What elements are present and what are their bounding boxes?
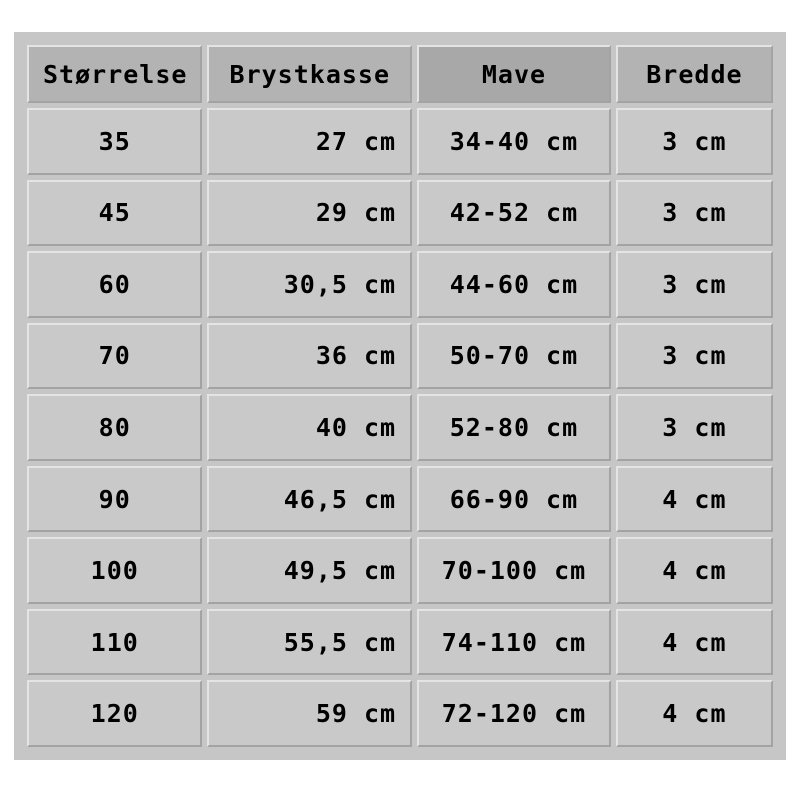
cell-size: 70 bbox=[27, 323, 202, 390]
table-row bbox=[27, 180, 773, 247]
table-row bbox=[27, 680, 773, 747]
cell-belly: 50-70 cm bbox=[417, 323, 611, 390]
cell-belly: 42-52 cm bbox=[417, 180, 611, 247]
table-header bbox=[27, 45, 773, 103]
cell-width: 3 cm bbox=[616, 323, 773, 390]
cell-belly: 34-40 cm bbox=[417, 108, 611, 175]
cell-chest: 46,5 cm bbox=[207, 466, 412, 533]
cell-chest: 49,5 cm bbox=[207, 537, 412, 604]
cell-width: 3 cm bbox=[616, 251, 773, 318]
cell-chest: 29 cm bbox=[207, 180, 412, 247]
column-header-chest: Brystkasse bbox=[207, 45, 412, 103]
cell-size: 120 bbox=[27, 680, 202, 747]
table-row bbox=[27, 609, 773, 676]
table-row bbox=[27, 108, 773, 175]
cell-size: 60 bbox=[27, 251, 202, 318]
cell-size: 90 bbox=[27, 466, 202, 533]
cell-chest: 59 cm bbox=[207, 680, 412, 747]
cell-size: 80 bbox=[27, 394, 202, 461]
cell-width: 3 cm bbox=[616, 394, 773, 461]
cell-width: 3 cm bbox=[616, 180, 773, 247]
cell-size: 35 bbox=[27, 108, 202, 175]
table-row bbox=[27, 466, 773, 533]
cell-belly: 44-60 cm bbox=[417, 251, 611, 318]
table-row bbox=[27, 537, 773, 604]
size-chart-panel bbox=[14, 32, 786, 760]
cell-belly: 52-80 cm bbox=[417, 394, 611, 461]
cell-width: 4 cm bbox=[616, 609, 773, 676]
column-header-belly: Mave bbox=[417, 45, 611, 103]
cell-chest: 55,5 cm bbox=[207, 609, 412, 676]
cell-chest: 30,5 cm bbox=[207, 251, 412, 318]
cell-belly: 66-90 cm bbox=[417, 466, 611, 533]
cell-size: 45 bbox=[27, 180, 202, 247]
cell-belly: 72-120 cm bbox=[417, 680, 611, 747]
cell-chest: 40 cm bbox=[207, 394, 412, 461]
cell-chest: 36 cm bbox=[207, 323, 412, 390]
cell-width: 4 cm bbox=[616, 680, 773, 747]
cell-belly: 74-110 cm bbox=[417, 609, 611, 676]
cell-size: 110 bbox=[27, 609, 202, 676]
cell-size: 100 bbox=[27, 537, 202, 604]
size-chart-table bbox=[22, 40, 778, 752]
cell-belly: 70-100 cm bbox=[417, 537, 611, 604]
cell-width: 4 cm bbox=[616, 537, 773, 604]
table-row bbox=[27, 323, 773, 390]
table-body bbox=[27, 108, 773, 747]
table-row bbox=[27, 251, 773, 318]
cell-chest: 27 cm bbox=[207, 108, 412, 175]
column-header-size: Størrelse bbox=[27, 45, 202, 103]
table-row bbox=[27, 394, 773, 461]
cell-width: 4 cm bbox=[616, 466, 773, 533]
cell-width: 3 cm bbox=[616, 108, 773, 175]
column-header-width: Bredde bbox=[616, 45, 773, 103]
table-header-row bbox=[27, 45, 773, 103]
